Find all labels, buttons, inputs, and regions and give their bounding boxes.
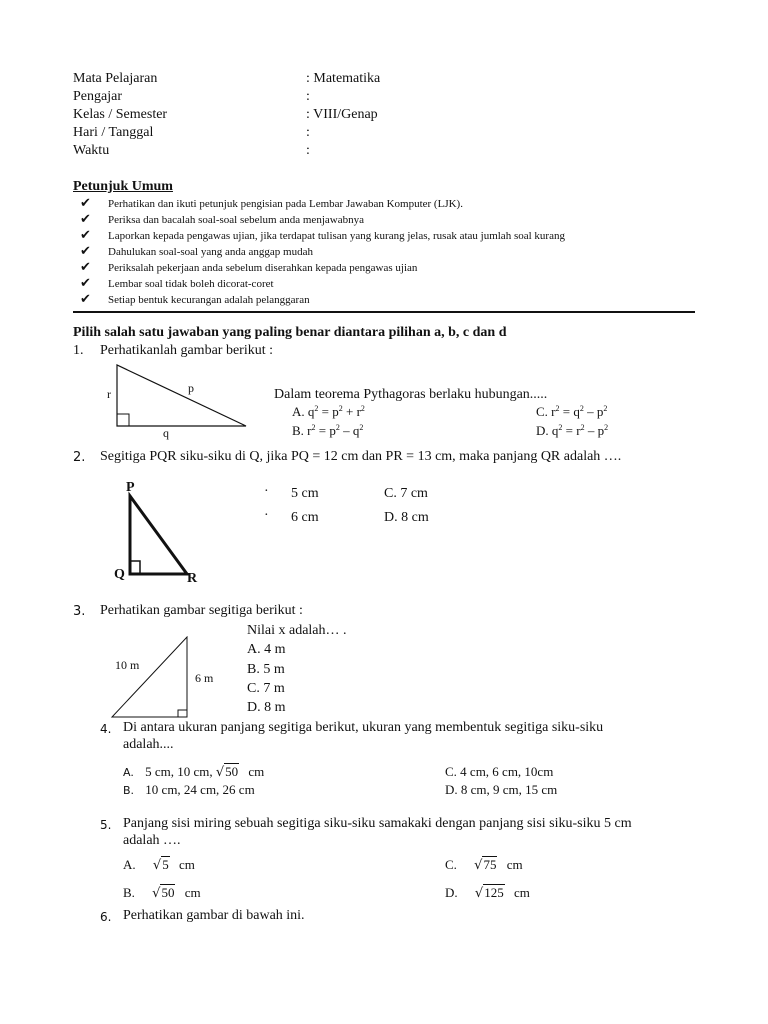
- question-text: Perhatikan gambar segitiga berikut :: [100, 603, 303, 618]
- question-number: 5.: [100, 818, 112, 832]
- header-value-time: :: [306, 143, 310, 158]
- check-icon: ✔: [80, 196, 91, 211]
- question-text-line-1: Di antara ukuran panjang segitiga berikut, ukuran yang membentuk segitiga siku-siku: [123, 720, 604, 735]
- option-a[interactable]: A. 4 m: [247, 642, 286, 657]
- header-value-date: :: [306, 125, 310, 140]
- option-a[interactable]: A. 5 cm, 10 cm, √50 cm: [123, 764, 265, 780]
- bullet: ·: [264, 508, 269, 523]
- section-divider: [73, 311, 695, 313]
- option-c[interactable]: C. √75 cm: [445, 857, 523, 873]
- instruction-item: Periksalah pekerjaan anda sebelum diserahkan kepada pengawas ujian: [108, 262, 418, 274]
- check-icon: ✔: [80, 212, 91, 227]
- option-c[interactable]: C. 7 m: [247, 681, 285, 696]
- option-b[interactable]: B. 10 cm, 24 cm, 26 cm: [123, 782, 255, 797]
- option-d[interactable]: D. 8 cm: [384, 510, 429, 525]
- header-value-class: : VIII/Genap: [306, 107, 378, 122]
- question-number: 2.: [73, 450, 86, 465]
- check-icon: ✔: [80, 244, 91, 259]
- option-a[interactable]: 5 cm: [291, 486, 319, 501]
- option-d[interactable]: D. 8 cm, 9 cm, 15 cm: [445, 782, 558, 797]
- q3-triangle-figure: [110, 636, 200, 720]
- instruction-item: Perhatikan dan ikuti petunjuk pengisian pada Lembar Jawaban Komputer (LJK).: [108, 198, 463, 210]
- header-label-time: Waktu: [73, 143, 110, 158]
- option-c[interactable]: C. $r^2 = q^2 - p^2$: [536, 404, 608, 419]
- header-value-subject: : Matematika: [306, 71, 381, 86]
- option-d[interactable]: D. √125 cm: [445, 885, 530, 901]
- header-label-date: Hari / Tanggal: [73, 125, 154, 140]
- option-b[interactable]: B. 5 m: [247, 662, 285, 677]
- instruction-item: Laporkan kepada pengawas ujian, jika terdapat tulisan yang kurang jelas, rusak atau jumlah soal kurang: [108, 230, 565, 242]
- question-text-line-2: adalah ….: [123, 833, 181, 848]
- header-value-teacher: :: [306, 89, 310, 104]
- q3-prompt: Nilai x adalah… .: [247, 623, 347, 638]
- check-icon: ✔: [80, 260, 91, 275]
- triangle-label-r: R: [187, 571, 198, 586]
- question-text: Segitiga PQR siku-siku di Q, jika PQ = 12 cm dan PR = 13 cm, maka panjang QR adalah ….: [100, 449, 622, 464]
- bullet: ·: [264, 484, 269, 499]
- instruction-item: Periksa dan bacalah soal-soal sebelum anda menjawabnya: [108, 214, 364, 226]
- question-text-line-2: adalah....: [123, 737, 174, 752]
- option-a[interactable]: A. $q^2 = p^2 + r^2$: [292, 404, 365, 419]
- instructions-title: Petunjuk Umum: [73, 179, 173, 194]
- question-number: 1.: [73, 343, 84, 358]
- option-c[interactable]: C. 4 cm, 6 cm, 10cm: [445, 764, 554, 779]
- triangle-label-p: P: [126, 480, 135, 495]
- option-a[interactable]: A. √5 cm: [123, 857, 195, 873]
- triangle-label-hypotenuse: 10 m: [115, 658, 140, 672]
- option-c[interactable]: C. 7 cm: [384, 486, 428, 501]
- instruction-item: Lembar soal tidak boleh dicorat-coret: [108, 278, 274, 290]
- triangle-label-q: Q: [114, 567, 125, 582]
- option-b[interactable]: B. √50 cm: [123, 885, 201, 901]
- question-text-line-1: Panjang sisi miring sebuah segitiga siku-siku samakaki dengan panjang sisi siku-siku 5 cm: [123, 816, 632, 831]
- question-number: 4.: [100, 722, 112, 736]
- question-number: 3.: [73, 604, 86, 619]
- q1-prompt: Dalam teorema Pythagoras berlaku hubungan.....: [274, 387, 548, 402]
- header-label-teacher: Pengajar: [73, 89, 122, 104]
- question-number: 6.: [100, 910, 112, 924]
- q1-triangle-figure: [100, 360, 260, 444]
- header-label-class: Kelas / Semester: [73, 107, 168, 122]
- triangle-label-p: p: [188, 381, 194, 395]
- question-text: Perhatikanlah gambar berikut :: [100, 343, 273, 358]
- option-d[interactable]: D. $q^2 = r^2 - p^2$: [536, 423, 609, 438]
- triangle-label-leg: 6 m: [195, 671, 214, 685]
- option-b[interactable]: 6 cm: [291, 510, 319, 525]
- header-label-subject: Mata Pelajaran: [73, 71, 158, 86]
- check-icon: ✔: [80, 276, 91, 291]
- instruction-item: Setiap bentuk kecurangan adalah pelanggaran: [108, 294, 310, 306]
- check-icon: ✔: [80, 292, 91, 307]
- instruction-item: Dahulukan soal-soal yang anda anggap mudah: [108, 246, 313, 258]
- check-icon: ✔: [80, 228, 91, 243]
- triangle-label-q: q: [163, 426, 169, 440]
- triangle-label-r: r: [107, 387, 111, 401]
- option-b[interactable]: B. $r^2 = p^2 - q^2$: [292, 423, 364, 438]
- main-instruction: Pilih salah satu jawaban yang paling benar diantara pilihan a, b, c dan d: [73, 325, 507, 340]
- question-text: Perhatikan gambar di bawah ini.: [123, 908, 305, 923]
- option-d[interactable]: D. 8 m: [247, 700, 286, 715]
